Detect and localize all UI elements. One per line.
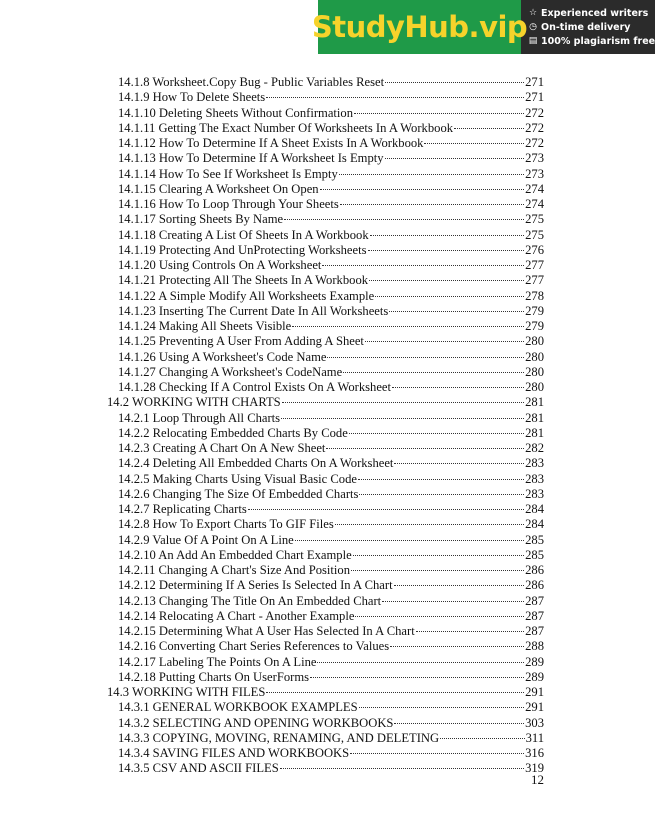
toc-entry-title: 14.1.15 Clearing A Worksheet On Open <box>118 181 319 196</box>
toc-entry-page: 277 <box>525 258 544 272</box>
toc-entry-title: 14.2.14 Relocating A Chart - Another Example <box>118 608 355 623</box>
toc-entry[interactable] <box>104 350 544 365</box>
feature-on-time-delivery <box>528 22 655 33</box>
toc-entry-page: 280 <box>525 364 544 379</box>
toc-entry-page: 279 <box>525 303 544 318</box>
toc-dot-leader <box>349 432 524 434</box>
toc-dot-leader <box>281 417 524 419</box>
toc-entry[interactable] <box>104 670 544 685</box>
toc-dot-leader <box>326 447 524 449</box>
toc-entry-page: 284 <box>525 502 544 516</box>
toc-entry-page: 316 <box>525 746 544 760</box>
toc-entry-title: 14.3.1 GENERAL WORKBOOK EXAMPLES <box>118 700 358 715</box>
toc-entry-title: 14.3.4 SAVING FILES AND WORKBOOKS <box>118 746 350 760</box>
toc-dot-leader <box>248 508 524 510</box>
toc-dot-leader <box>292 325 524 327</box>
toc-entry[interactable] <box>104 548 544 563</box>
toc-entry[interactable] <box>104 75 544 90</box>
feature-label: On-time delivery <box>541 21 631 33</box>
toc-entry[interactable] <box>104 716 544 731</box>
toc-entry-page: 272 <box>525 105 544 120</box>
toc-entry-page: 281 <box>525 410 544 425</box>
feature-experienced-writers <box>528 8 655 19</box>
toc-dot-leader <box>351 569 524 571</box>
toc-dot-leader <box>339 173 524 175</box>
toc-entry[interactable] <box>104 212 544 227</box>
toc-dot-leader <box>266 96 524 98</box>
toc-entry-title: 14.1.26 Using A Worksheet's Code Name <box>118 349 327 364</box>
toc-entry[interactable] <box>104 304 544 319</box>
studyhub-banner[interactable] <box>311 0 655 54</box>
toc-entry-title: 14.2 WORKING WITH CHARTS <box>107 395 281 410</box>
page-number: 12 <box>531 772 544 787</box>
toc-entry-page: 319 <box>525 761 544 776</box>
toc-entry-title: 14.3.3 COPYING, MOVING, RENAMING, AND DELETING <box>118 730 440 745</box>
toc-entry-page: 273 <box>525 166 544 181</box>
toc-entry-title: 14.3.2 SELECTING AND OPENING WORKBOOKS <box>118 715 394 730</box>
toc-entry[interactable] <box>104 319 544 334</box>
toc-entry[interactable] <box>104 243 544 258</box>
toc-entry[interactable] <box>104 380 544 395</box>
toc-dot-leader <box>350 752 524 754</box>
toc-entry-page: 282 <box>525 441 544 455</box>
toc-entry-title: 14.2.17 Labeling The Points On A Line <box>118 654 317 669</box>
toc-entry-title: 14.2.3 Creating A Chart On A New Sheet <box>118 441 326 455</box>
toc-entry-page: 277 <box>525 273 544 288</box>
toc-entry-title: 14.2.11 Changing A Chart's Size And Position <box>118 563 350 577</box>
toc-dot-leader <box>359 706 524 708</box>
toc-entry-page: 289 <box>525 654 544 669</box>
toc-entry[interactable] <box>104 655 544 670</box>
toc-entry[interactable] <box>104 487 544 502</box>
toc-entry-page: 275 <box>525 227 544 242</box>
toc-entry-title: 14.2.15 Determining What A User Has Selected In A Chart <box>118 624 415 638</box>
toc-entry-page: 288 <box>525 639 544 654</box>
toc-entry-title: 14.1.8 Worksheet.Copy Bug - Public Variables Reset <box>118 75 385 89</box>
toc-section-entry[interactable] <box>104 685 544 700</box>
toc-section-entry[interactable] <box>104 395 544 410</box>
toc-entry-title: 14.1.23 Inserting The Current Date In All Worksheets <box>118 303 389 318</box>
table-of-contents <box>104 75 544 777</box>
toc-entry[interactable] <box>104 426 544 441</box>
studyhub-logo-text: StudyHub.vip <box>311 10 528 44</box>
toc-entry-page: 274 <box>525 197 544 211</box>
toc-dot-leader <box>365 340 524 342</box>
toc-entry[interactable] <box>104 533 544 548</box>
toc-entry-page: 291 <box>525 685 544 699</box>
toc-entry-title: 14.2.1 Loop Through All Charts <box>118 410 281 425</box>
toc-entry[interactable] <box>104 472 544 487</box>
star-icon: ☆ <box>528 8 538 18</box>
toc-dot-leader <box>310 676 524 678</box>
toc-entry-title: 14.2.6 Changing The Size Of Embedded Charts <box>118 486 359 501</box>
toc-dot-leader <box>322 264 524 266</box>
toc-entry-page: 280 <box>525 380 544 394</box>
toc-entry-page: 281 <box>525 425 544 440</box>
toc-entry-page: 272 <box>525 136 544 150</box>
feature-label: 100% plagiarism free <box>541 35 655 47</box>
toc-entry-page: 286 <box>525 578 544 593</box>
toc-dot-leader <box>327 356 524 358</box>
toc-entry-title: 14.2.4 Deleting All Embedded Charts On A Worksheet <box>118 456 394 471</box>
toc-entry-page: 286 <box>525 563 544 577</box>
toc-entry-page: 273 <box>525 151 544 166</box>
toc-entry-page: 283 <box>525 471 544 486</box>
toc-dot-leader <box>394 462 524 464</box>
toc-entry-page: 284 <box>525 517 544 532</box>
toc-dot-leader <box>454 127 524 129</box>
toc-entry[interactable] <box>104 121 544 136</box>
toc-entry[interactable] <box>104 258 544 273</box>
toc-dot-leader <box>343 371 524 373</box>
toc-dot-leader <box>390 645 524 647</box>
toc-entry[interactable] <box>104 456 544 471</box>
toc-entry[interactable] <box>104 639 544 654</box>
toc-dot-leader <box>392 386 524 388</box>
toc-entry-page: 285 <box>525 532 544 547</box>
toc-entry-page: 291 <box>525 700 544 715</box>
toc-entry-title: 14.1.27 Changing A Worksheet's CodeName <box>118 364 343 379</box>
toc-entry-title: 14.2.2 Relocating Embedded Charts By Code <box>118 425 348 440</box>
toc-dot-leader <box>394 722 524 724</box>
toc-entry-page: 311 <box>525 730 544 745</box>
toc-entry-title: 14.2.13 Changing The Title On An Embedded Chart <box>118 593 382 608</box>
toc-entry[interactable] <box>104 761 544 776</box>
toc-dot-leader <box>335 523 524 525</box>
toc-dot-leader <box>385 157 525 159</box>
toc-dot-leader <box>280 767 524 769</box>
toc-entry-page: 287 <box>525 624 544 638</box>
toc-entry[interactable] <box>104 609 544 624</box>
toc-dot-leader <box>389 310 524 312</box>
toc-entry-title: 14.2.8 How To Export Charts To GIF Files <box>118 517 334 532</box>
toc-entry-page: 272 <box>525 120 544 135</box>
clock-icon: ◷ <box>529 22 537 32</box>
toc-entry-page: 285 <box>525 547 544 562</box>
toc-entry[interactable] <box>104 151 544 166</box>
banner-features <box>521 0 655 54</box>
toc-dot-leader <box>424 142 524 144</box>
toc-entry[interactable] <box>104 624 544 639</box>
toc-entry-title: 14.3.5 CSV AND ASCII FILES <box>118 761 279 776</box>
toc-entry-title: 14.2.9 Value Of A Point On A Line <box>118 532 294 547</box>
toc-dot-leader <box>266 691 524 693</box>
toc-dot-leader <box>440 737 524 739</box>
toc-entry-title: 14.1.25 Preventing A User From Adding A Sheet <box>118 334 364 349</box>
toc-entry[interactable] <box>104 502 544 517</box>
toc-entry-title: 14.1.19 Protecting And UnProtecting Worksheets <box>118 242 367 257</box>
toc-entry-title: 14.3 WORKING WITH FILES <box>107 685 266 699</box>
toc-entry[interactable] <box>104 441 544 456</box>
toc-dot-leader <box>353 554 524 556</box>
toc-dot-leader <box>370 234 524 236</box>
toc-entry[interactable] <box>104 517 544 532</box>
feature-plagiarism-free <box>528 36 655 47</box>
feature-label: Experienced writers <box>541 7 649 19</box>
toc-entry-page: 280 <box>525 349 544 364</box>
toc-entry-page: 280 <box>525 334 544 349</box>
toc-entry[interactable] <box>104 594 544 609</box>
toc-entry[interactable] <box>104 334 544 349</box>
toc-dot-leader <box>416 630 524 632</box>
toc-entry-page: 274 <box>525 181 544 196</box>
toc-dot-leader <box>369 279 524 281</box>
toc-entry-page: 283 <box>525 456 544 471</box>
document-icon: ▤ <box>528 36 538 46</box>
toc-entry-title: 14.2.7 Replicating Charts <box>118 502 247 516</box>
toc-entry-title: 14.1.16 How To Loop Through Your Sheets <box>118 197 339 211</box>
toc-entry[interactable] <box>104 167 544 182</box>
toc-entry[interactable] <box>104 731 544 746</box>
toc-entry-title: 14.1.10 Deleting Sheets Without Confirmation <box>118 105 354 120</box>
toc-entry[interactable] <box>104 197 544 212</box>
toc-dot-leader <box>358 478 524 480</box>
toc-entry[interactable] <box>104 106 544 121</box>
toc-entry[interactable] <box>104 90 544 105</box>
toc-entry-title: 14.1.13 How To Determine If A Worksheet Is Empty <box>118 151 384 166</box>
toc-dot-leader <box>359 493 524 495</box>
toc-dot-leader <box>394 584 525 586</box>
toc-entry-title: 14.2.10 An Add An Embedded Chart Example <box>118 547 352 562</box>
toc-entry-title: 14.2.12 Determining If A Series Is Selected In A Chart <box>118 578 393 593</box>
toc-entry-page: 289 <box>525 669 544 684</box>
toc-dot-leader <box>368 249 525 251</box>
toc-dot-leader <box>385 81 524 83</box>
toc-entry-page: 279 <box>525 319 544 333</box>
toc-entry-page: 281 <box>525 395 544 410</box>
toc-entry-page: 276 <box>525 242 544 257</box>
toc-dot-leader <box>355 615 524 617</box>
toc-dot-leader <box>382 600 524 602</box>
toc-entry-title: 14.1.9 How To Delete Sheets <box>118 90 266 105</box>
toc-entry[interactable] <box>104 289 544 304</box>
toc-entry-title: 14.2.16 Converting Chart Series References to Values <box>118 639 390 654</box>
toc-dot-leader <box>284 218 524 220</box>
toc-entry[interactable] <box>104 273 544 288</box>
toc-entry-title: 14.1.18 Creating A List Of Sheets In A Workbook <box>118 227 369 242</box>
toc-entry-page: 278 <box>525 288 544 303</box>
toc-entry-title: 14.1.17 Sorting Sheets By Name <box>118 212 284 227</box>
toc-dot-leader <box>375 295 524 297</box>
toc-dot-leader <box>282 401 524 403</box>
toc-entry[interactable] <box>104 365 544 380</box>
toc-entry[interactable] <box>104 228 544 243</box>
toc-dot-leader <box>340 203 524 205</box>
toc-entry-page: 303 <box>525 715 544 730</box>
toc-entry[interactable] <box>104 700 544 715</box>
toc-entry-page: 287 <box>525 593 544 608</box>
toc-entry-title: 14.1.28 Checking If A Control Exists On A Worksheet <box>118 380 392 394</box>
toc-entry-title: 14.1.20 Using Controls On A Worksheet <box>118 258 322 272</box>
toc-entry[interactable] <box>104 563 544 578</box>
toc-entry[interactable] <box>104 578 544 593</box>
toc-entry-page: 271 <box>525 90 544 105</box>
toc-entry-title: 14.1.14 How To See If Worksheet Is Empty <box>118 166 338 181</box>
toc-entry-page: 275 <box>525 212 544 227</box>
toc-dot-leader <box>295 539 524 541</box>
toc-dot-leader <box>354 112 524 114</box>
toc-entry-title: 14.1.21 Protecting All The Sheets In A Workbook <box>118 273 369 288</box>
toc-entry-title: 14.2.5 Making Charts Using Visual Basic Code <box>118 471 357 486</box>
toc-entry-title: 14.1.12 How To Determine If A Sheet Exists In A Workbook <box>118 136 424 150</box>
toc-dot-leader <box>317 661 524 663</box>
toc-entry[interactable] <box>104 411 544 426</box>
toc-entry[interactable] <box>104 746 544 761</box>
studyhub-logo[interactable] <box>311 0 528 54</box>
toc-entry-title: 14.1.22 A Simple Modify All Worksheets Example <box>118 288 375 303</box>
toc-entry-title: 14.2.18 Putting Charts On UserForms <box>118 669 310 684</box>
toc-entry[interactable] <box>104 182 544 197</box>
toc-entry-page: 287 <box>525 608 544 623</box>
toc-entry-page: 271 <box>525 75 544 89</box>
toc-entry-page: 283 <box>525 486 544 501</box>
toc-entry-title: 14.1.11 Getting The Exact Number Of Worksheets In A Workbook <box>118 120 454 135</box>
toc-entry-title: 14.1.24 Making All Sheets Visible <box>118 319 292 333</box>
toc-entry[interactable] <box>104 136 544 151</box>
toc-dot-leader <box>320 188 525 190</box>
